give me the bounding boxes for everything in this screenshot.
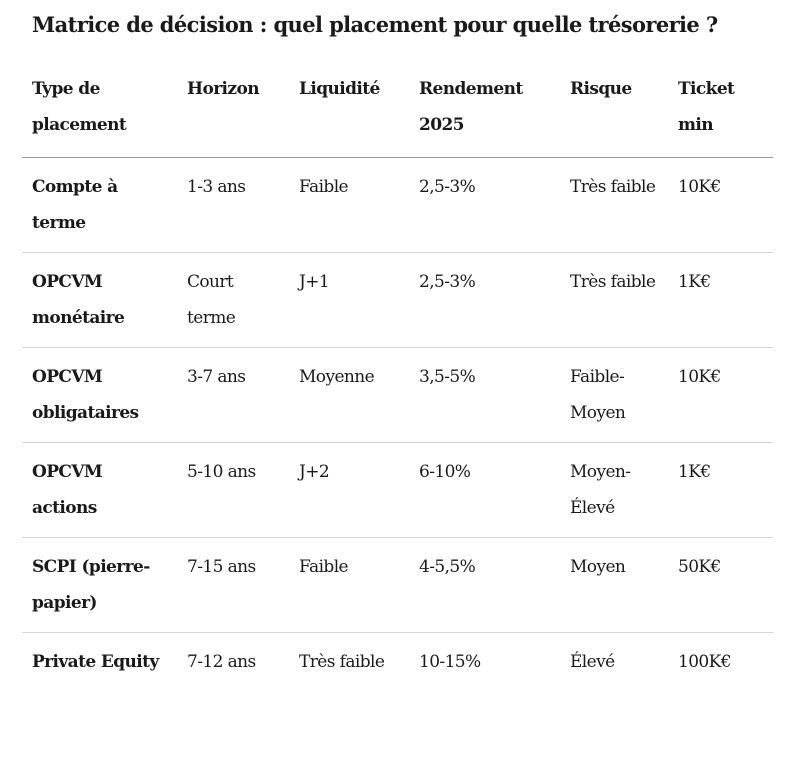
- cell-type: Compte à terme: [22, 158, 177, 253]
- cell-rendement: 3,5-5%: [409, 348, 560, 443]
- cell-liquidite: Faible: [289, 538, 409, 633]
- table-row: [22, 158, 773, 253]
- cell-liquidite: Moyenne: [289, 348, 409, 443]
- header-liquidite: Liquidité: [289, 70, 409, 158]
- table-header: [22, 70, 773, 158]
- cell-rendement: 2,5-3%: [409, 158, 560, 253]
- cell-horizon: 7-12 ans: [187, 652, 256, 672]
- header-rendement: Rendement 2025: [409, 70, 560, 158]
- cell-horizon: 5-10 ans: [177, 443, 289, 538]
- cell-ticket: 1K€: [668, 443, 773, 538]
- table-row: [22, 633, 773, 692]
- table-row: [22, 538, 773, 633]
- cell-ticket: 50K€: [668, 538, 773, 633]
- cell-horizon: 3-7 ans: [177, 348, 289, 443]
- cell-horizon: 1-3 ans: [177, 158, 289, 253]
- cell-rendement: 4-5,5%: [409, 538, 560, 633]
- cell-risque: Moyen: [560, 538, 668, 633]
- cell-type: OPCVM actions: [22, 443, 177, 538]
- cell-ticket: 10K€: [668, 158, 773, 253]
- cell-liquidite: Faible: [289, 158, 409, 253]
- cell-rendement: 10-15%: [419, 652, 481, 672]
- cell-liquidite: J+1: [289, 253, 409, 348]
- table-row: [22, 443, 773, 538]
- header-risque: Risque: [560, 70, 668, 158]
- header-ticket: Ticket min: [668, 70, 773, 158]
- cell-ticket: 10K€: [668, 348, 773, 443]
- cell-horizon: 7-15 ans: [177, 538, 289, 633]
- cell-ticket: 100K€: [678, 652, 731, 672]
- cell-risque: Très faible: [560, 158, 668, 253]
- cell-type: OPCVM monétaire: [22, 253, 177, 348]
- header-horizon: Horizon: [177, 70, 289, 158]
- header-row: [22, 70, 773, 158]
- cell-rendement: 6-10%: [409, 443, 560, 538]
- cell-risque: Très faible: [560, 253, 668, 348]
- cell-type: OPCVM obligataires: [22, 348, 177, 443]
- decision-matrix-table: [22, 70, 773, 691]
- table-row: [22, 253, 773, 348]
- cell-liquidite: Très faible: [299, 652, 385, 672]
- cell-risque: Faible-Moyen: [560, 348, 668, 443]
- table-body: [22, 158, 773, 692]
- page-title: Matrice de décision : quel placement pour quelle trésorerie ?: [32, 12, 718, 37]
- cell-ticket: 1K€: [668, 253, 773, 348]
- table-row: [22, 348, 773, 443]
- cell-risque: Élevé: [570, 652, 615, 672]
- cell-risque: Moyen-Élevé: [560, 443, 668, 538]
- header-type: Type de placement: [22, 70, 177, 158]
- cell-liquidite: J+2: [289, 443, 409, 538]
- cell-type: SCPI (pierre-papier): [22, 538, 177, 633]
- cell-type: Private Equity: [32, 652, 159, 672]
- cell-horizon: Court terme: [177, 253, 289, 348]
- cell-rendement: 2,5-3%: [409, 253, 560, 348]
